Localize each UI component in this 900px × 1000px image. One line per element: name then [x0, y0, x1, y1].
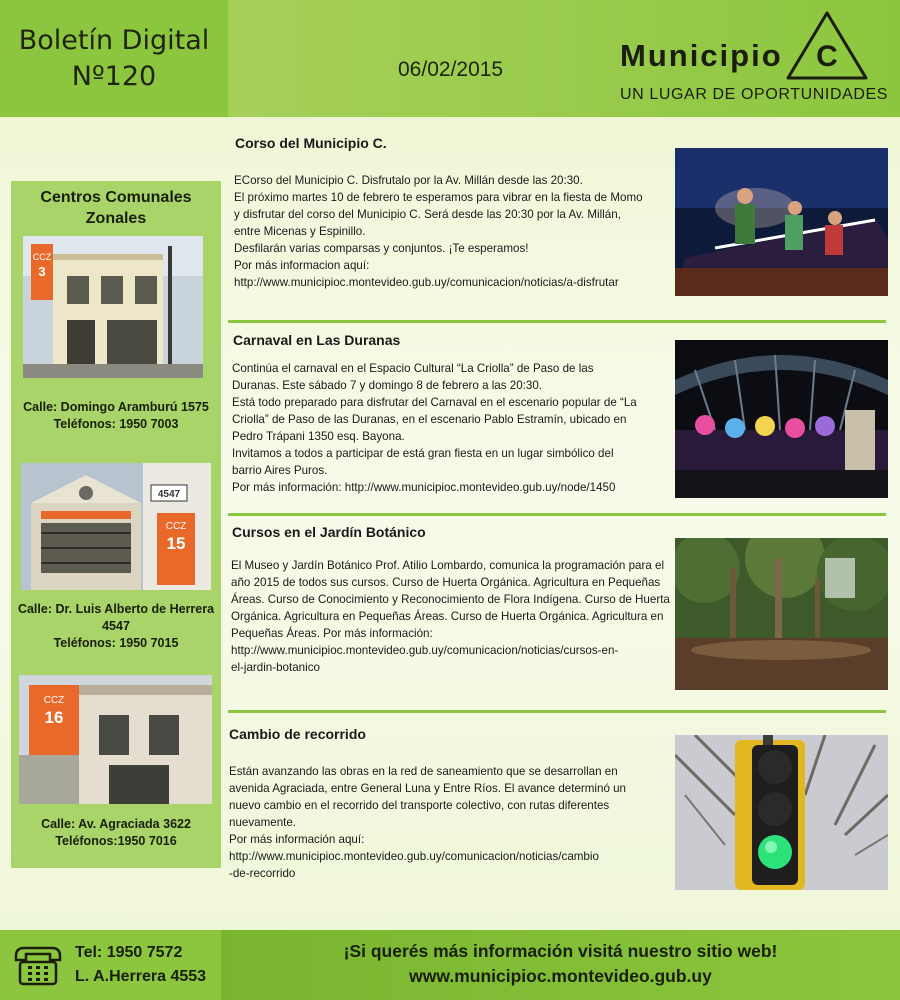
sidebar-community-centers: [11, 181, 221, 868]
footer-telephone: Tel: 1950 7572: [75, 944, 183, 961]
municipio-c-logo-icon: [785, 10, 869, 82]
article-corso-body: ECorso del Municipio C. Disfrutalo por la Av. Millán desde las 20:30. El próximo martes 10 de febrero te esperamos para vibrar en la fiesta de Momo y disfrutar del corso del Municipio C. Será desde las 20:30 por la Av. Millán, entre Micenas y Espinillo. Desfilarán varias comparsas y conjuntos. ¡Te esperamos! Por más informacion aquí: http://www.municipioc.montevideo.gub.uy/comunicacion/noticias/a-disfrutar: [234, 172, 674, 291]
ccz16-building-photo: [19, 675, 212, 804]
ccz3-phone: Teléfonos: 1950 7003: [53, 417, 179, 431]
divider: [228, 513, 886, 516]
svg-text:3: 3: [38, 264, 46, 279]
brand-slogan: UN LUGAR DE OPORTUNIDADES: [620, 86, 889, 103]
ccz15-address-line2: 4547: [102, 619, 130, 633]
article-botanico-link[interactable]: http://www.municipioc.montevideo.gub.uy/comunicacion/noticias/cursos-en-: [231, 644, 619, 657]
header: [0, 0, 900, 117]
article-carnaval-link[interactable]: Por más información: http://www.municipioc.montevideo.gub.uy/node/1450: [232, 481, 616, 494]
footer-website-link[interactable]: www.municipioc.montevideo.gub.uy: [409, 966, 712, 986]
bulletin-title: Boletín Digital: [18, 24, 210, 56]
ccz3-building-photo: [23, 236, 203, 378]
ccz16-phone: Teléfonos:1950 7016: [55, 834, 177, 848]
telephone-icon: [12, 942, 64, 986]
svg-text:CCZ: CCZ: [165, 521, 187, 532]
ccz15-phone: Teléfonos: 1950 7015: [53, 636, 179, 650]
article-carnaval-title: Carnaval en Las Duranas: [233, 332, 401, 348]
article-carnaval-body: Continúa el carnaval en el Espacio Cultural “La Criolla” de Paso de las Duranas. Este sábado 7 y domingo 8 de febrero a las 20:30. Está todo preparado para disfrutar del Carnaval en el escenario popular de “La Criolla” de Paso de las Duranas, en el escenario Pablo Estramín, ubicado en Pedro Trápani 1350 esq. Bayona. Invitamos a todos a participar de está gran fiesta en un lugar simbólico del barrio Aires Puros. Por más información: http://www.municipioc.montevideo.gub.uy/node/1450: [232, 360, 672, 496]
ccz16-address: Calle: Av. Agraciada 3622: [41, 817, 191, 831]
footer-invitation: ¡Si querés más información visitá nuestro sitio web!: [343, 941, 778, 961]
svg-text:CCZ: CCZ: [32, 252, 52, 262]
ccz15-address-line1: Calle: Dr. Luis Alberto de Herrera: [17, 602, 215, 616]
ccz15-info: [11, 601, 221, 652]
ccz3-info: [11, 399, 221, 433]
svg-text:4547: 4547: [157, 489, 181, 500]
brand-letter: C: [816, 40, 838, 73]
article-corso-title: Corso del Municipio C.: [235, 135, 387, 151]
brand-name: Municipio: [620, 38, 783, 73]
article-recorrido-title: Cambio de recorrido: [229, 726, 366, 742]
ccz15-building-photo: [21, 463, 211, 590]
article-botanico-body: El Museo y Jardín Botánico Prof. Atilio Lombardo, comunica la programación para el año 2015 de todos sus cursos. Curso de Huerta Orgánica. Agricultura en Pequeñas Áreas. Curso de Conocimiento y Reconocimiento de Flora Indígena. Curso de Huerta Orgánica. Agricultura en Pequeñas Áreas. Curso de Huerta Orgánica. Agricultura en Pequeñas Áreas. Por más información: http://www.municipioc.montevideo.gub.uy/comunicacion/noticias/cursos-en- el-jardin-botanico: [231, 557, 675, 676]
bulletin-date: 06/02/2015: [398, 58, 504, 81]
article-corso-link[interactable]: http://www.municipioc.montevideo.gub.uy/comunicacion/noticias/a-disfrutar: [234, 276, 619, 289]
ccz16-info: [11, 816, 221, 850]
traffic-light-photo: [675, 735, 888, 890]
article-recorrido-body: Están avanzando las obras en la red de saneamiento que se desarrollan en avenida Agraciada, entre General Luna y Entre Ríos. El avance determinó un nuevo cambio en el recorrido del transporte colectivo, con rutas diferentes nuevamente. Por más información aquí: http://www.municipioc.montevideo.gub.uy/comunicacion/noticias/cambio -de-recorrido: [229, 763, 669, 882]
sidebar-title: Centros Comunales Zonales: [40, 189, 192, 227]
corso-photo: [675, 148, 888, 296]
svg-text:CCZ: CCZ: [43, 695, 65, 706]
article-recorrido-link[interactable]: http://www.municipioc.montevideo.gub.uy/comunicacion/noticias/cambio: [229, 850, 599, 863]
footer-address: L. A.Herrera 4553: [75, 968, 207, 985]
bulletin-title-block: [0, 0, 228, 117]
ccz3-address: Calle: Domingo Aramburú 1575: [23, 400, 209, 414]
article-botanico-title: Cursos en el Jardín Botánico: [232, 524, 426, 540]
svg-text:15: 15: [166, 534, 186, 553]
svg-text:16: 16: [44, 708, 64, 727]
botanical-garden-photo: [675, 538, 888, 690]
divider: [228, 320, 886, 323]
bulletin-number: Nº120: [71, 60, 157, 92]
carnaval-stage-photo: [675, 340, 888, 498]
divider: [228, 710, 886, 713]
